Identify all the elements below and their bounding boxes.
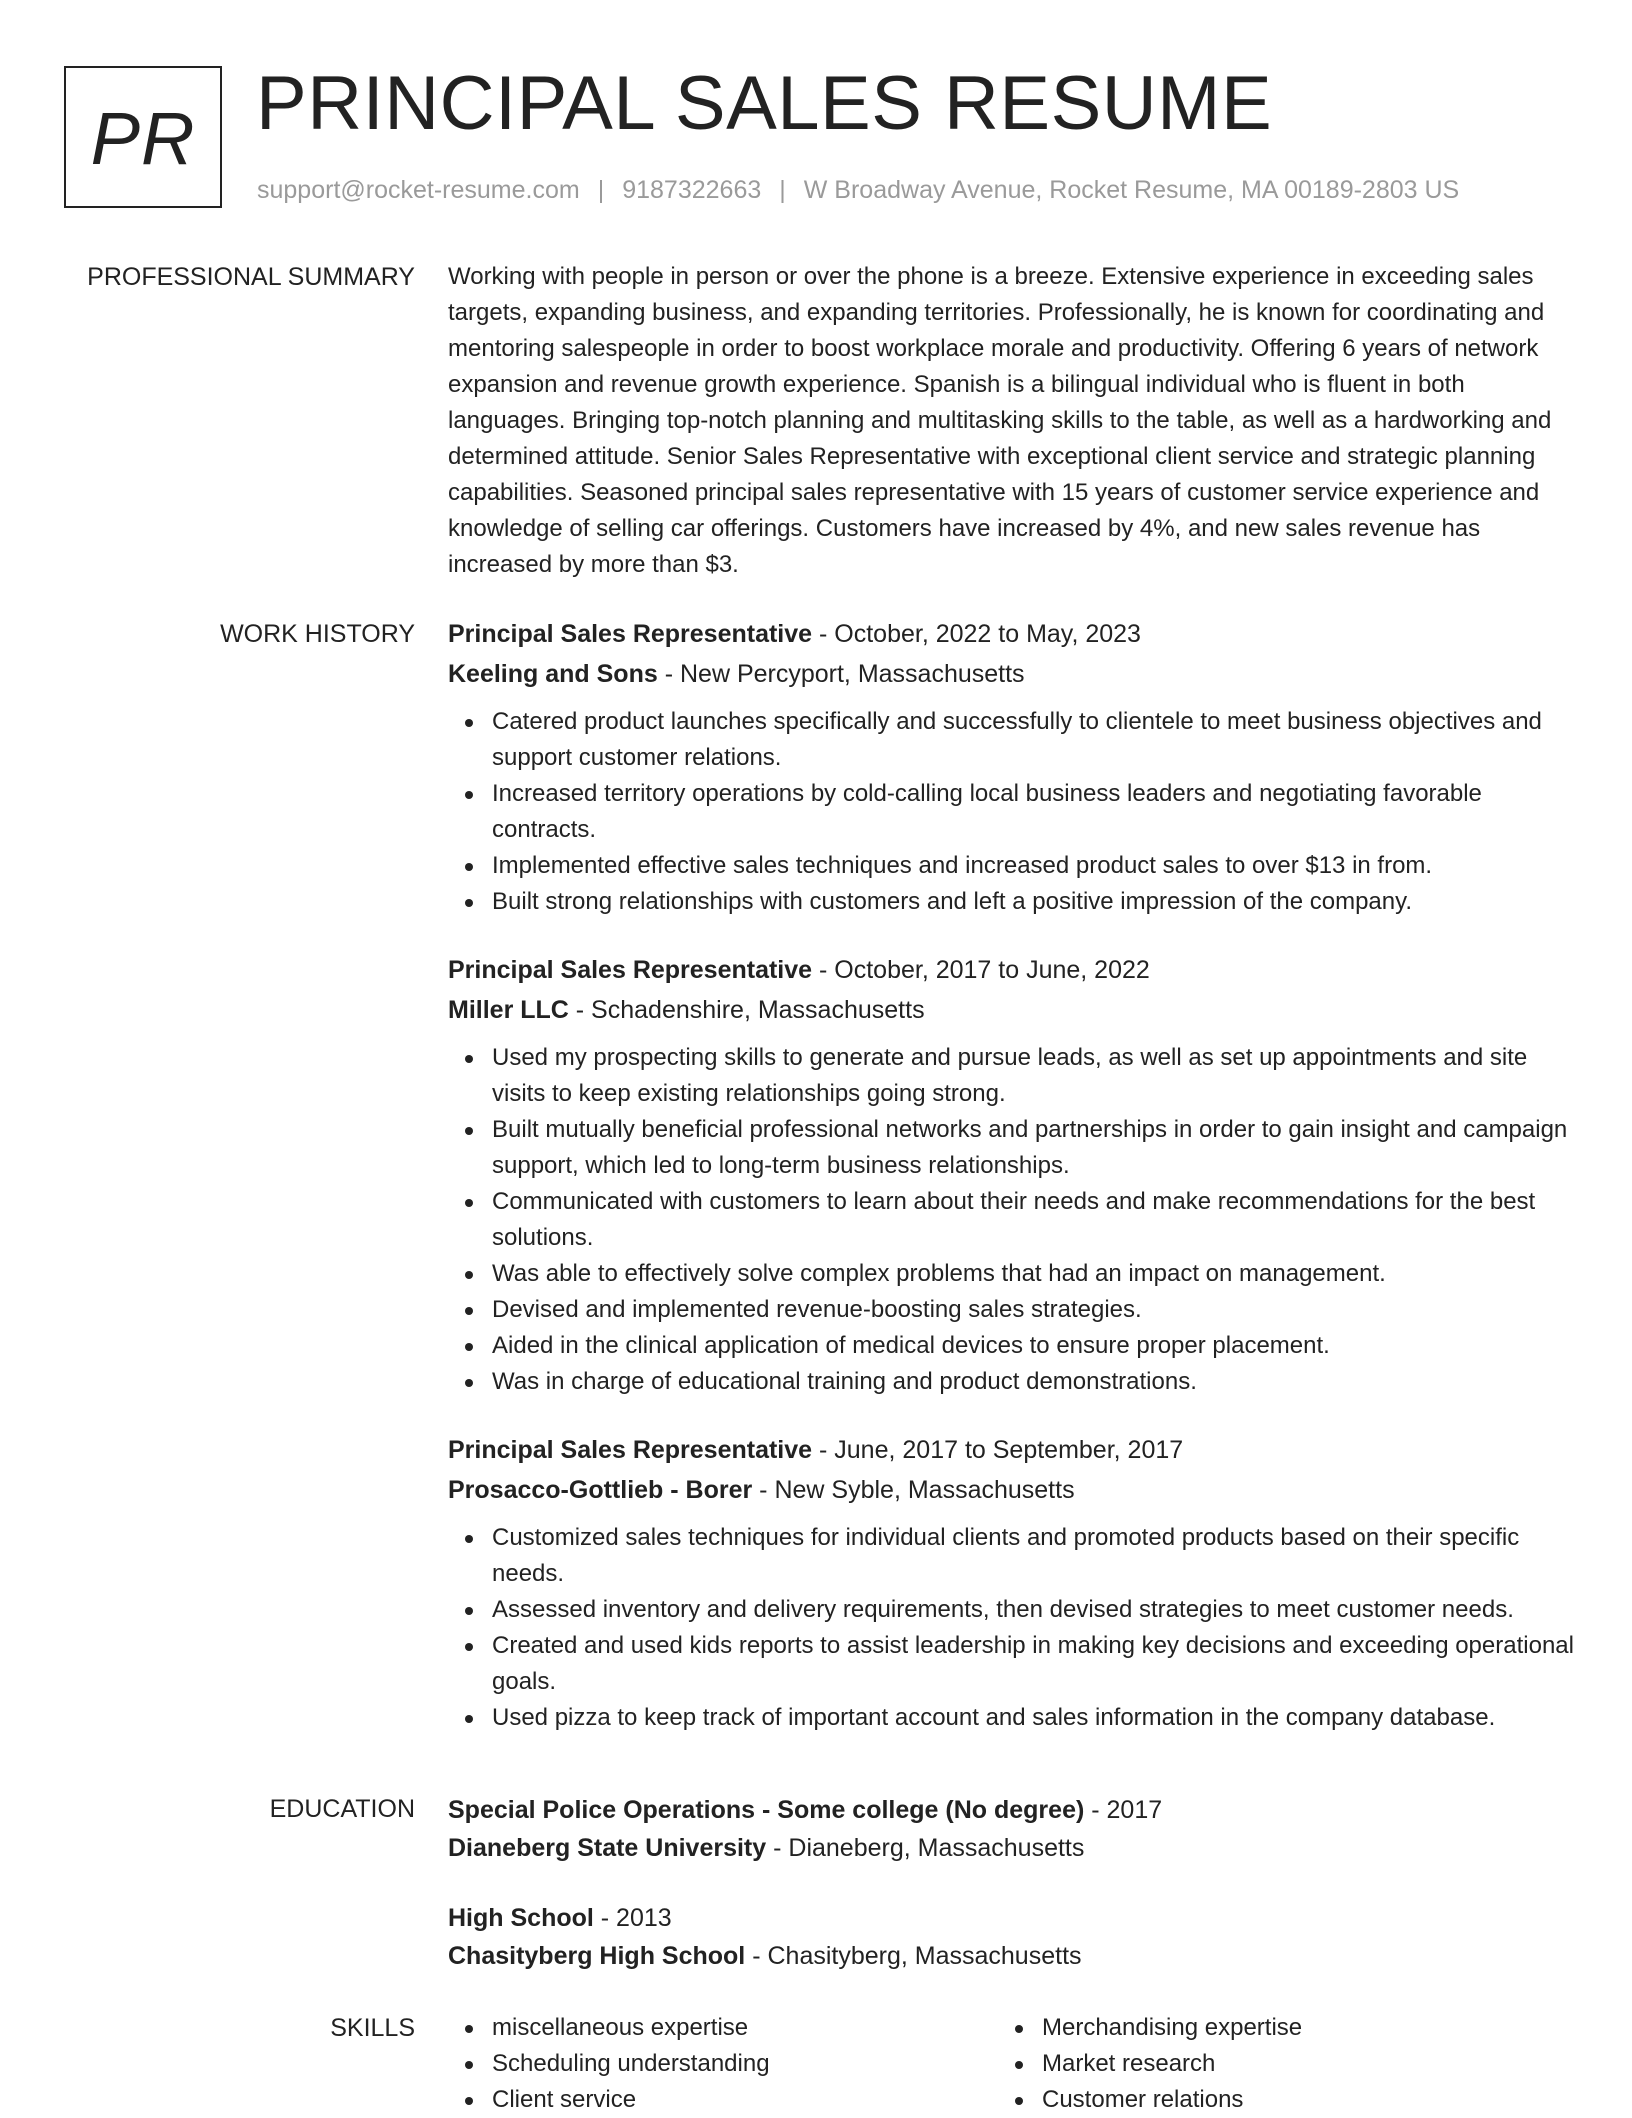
job-company-line xyxy=(448,654,1576,694)
section-label-education: EDUCATION xyxy=(269,1795,415,1823)
skills-column-left xyxy=(448,2010,998,2118)
section-label-skills: SKILLS xyxy=(330,2014,415,2042)
job-bullets xyxy=(448,1520,1576,1736)
education-school: Dianeberg State University xyxy=(448,1834,767,1862)
job-title: Principal Sales Representative xyxy=(448,956,813,984)
job-bullet: Implemented effective sales techniques and increased product sales to over $13 in from. xyxy=(448,848,1576,884)
education-body xyxy=(448,1791,1576,2007)
contact-email[interactable]: support@rocket-resume.com xyxy=(257,176,580,204)
work-history-body xyxy=(448,614,1576,1766)
summary-text: Working with people in person or over the phone is a breeze. Extensive experience in exceeding sales targets, expanding business, and expanding territories. Professionally, he is known for coordinating and mentoring salespeople in order to boost workplace morale and productivity. Offering 6 years of network expansion and revenue growth experience. Spanish is a bilingual individual who is fluent in both languages. Bringing top-notch planning and multitasking skills to the table, as well as a hardworking and determined attitude. Senior Sales Representative with exceptional client service and strategic planning capabilities. Seasoned principal sales representative with 15 years of customer service experience and knowledge of selling car offerings. Customers have increased by 4%, and new sales revenue has increased by more than $3. xyxy=(448,263,1552,578)
job-title: Principal Sales Representative xyxy=(448,1436,813,1464)
contact-separator: | xyxy=(597,176,605,204)
job-company: Prosacco-Gottlieb - Borer xyxy=(448,1476,753,1504)
contact-phone[interactable]: 9187322663 xyxy=(622,176,762,204)
education-degree: Special Police Operations - Some college (No degree) xyxy=(448,1796,1085,1824)
job-bullet: Was in charge of educational training and product demonstrations. xyxy=(448,1364,1576,1400)
job-dates: - October, 2017 to June, 2022 xyxy=(812,956,1150,984)
job-company: Keeling and Sons xyxy=(448,660,658,688)
education-location: - Dianeberg, Massachusetts xyxy=(766,1834,1085,1862)
job-entry xyxy=(448,950,1576,1400)
job-bullets xyxy=(448,1040,1576,1400)
job-bullet: Assessed inventory and delivery requirements, then devised strategies to meet customer needs. xyxy=(448,1592,1576,1628)
resume-title: PRINCIPAL SALES RESUME xyxy=(256,61,1273,146)
job-bullet: Devised and implemented revenue-boosting sales strategies. xyxy=(448,1292,1576,1328)
skill-item: Scheduling understanding xyxy=(448,2046,998,2082)
summary-body xyxy=(448,259,1576,583)
skill-item: Customer relations xyxy=(998,2082,1548,2118)
job-title-line xyxy=(448,1430,1576,1470)
skills-column-right xyxy=(998,2010,1548,2118)
job-bullet: Built mutually beneficial professional networks and partnerships in order to gain insight and campaign support, which led to long-term business relationships. xyxy=(448,1112,1576,1184)
monogram-text: PR xyxy=(90,96,196,180)
job-location: - Schadenshire, Massachusetts xyxy=(568,996,925,1024)
education-entry xyxy=(448,1791,1576,1867)
job-bullet: Built strong relationships with customers and left a positive impression of the company. xyxy=(448,884,1576,920)
job-bullet: Catered product launches specifically and successfully to clientele to meet business objectives and support customer relations. xyxy=(448,704,1576,776)
monogram-badge xyxy=(64,66,222,208)
job-company: Miller LLC xyxy=(448,996,569,1024)
education-degree-line xyxy=(448,1791,1576,1829)
job-dates: - June, 2017 to September, 2017 xyxy=(812,1436,1184,1464)
skill-item: Client service xyxy=(448,2082,998,2118)
job-title-line xyxy=(448,950,1576,990)
education-year: - 2013 xyxy=(593,1904,672,1932)
education-entry xyxy=(448,1899,1576,1975)
education-school-line xyxy=(448,1937,1576,1975)
job-bullet: Created and used kids reports to assist leadership in making key decisions and exceeding operational goals. xyxy=(448,1628,1576,1700)
education-degree-line xyxy=(448,1899,1576,1937)
job-dates: - October, 2022 to May, 2023 xyxy=(812,620,1141,648)
skill-item: Merchandising expertise xyxy=(998,2010,1548,2046)
job-location: - New Percyport, Massachusetts xyxy=(657,660,1025,688)
skill-item: Market research xyxy=(998,2046,1548,2082)
contact-separator: | xyxy=(779,176,786,204)
job-title: Principal Sales Representative xyxy=(448,620,813,648)
skill-item: miscellaneous expertise xyxy=(448,2010,998,2046)
education-school-line xyxy=(448,1829,1576,1867)
job-bullet: Used my prospecting skills to generate and pursue leads, as well as set up appointments and site visits to keep existing relationships going strong. xyxy=(448,1040,1576,1112)
contact-line xyxy=(257,176,1459,205)
skills-grid xyxy=(448,2010,1576,2118)
job-company-line xyxy=(448,990,1576,1030)
education-degree: High School xyxy=(448,1904,594,1932)
education-location: - Chasityberg, Massachusetts xyxy=(745,1942,1082,1970)
job-bullet: Aided in the clinical application of medical devices to ensure proper placement. xyxy=(448,1328,1576,1364)
job-bullet: Increased territory operations by cold-calling local business leaders and negotiating favorable contracts. xyxy=(448,776,1576,848)
section-label-work-history: WORK HISTORY xyxy=(220,620,415,648)
contact-address: W Broadway Avenue, Rocket Resume, MA 00189-2803 US xyxy=(803,176,1460,204)
job-bullet: Used pizza to keep track of important account and sales information in the company database. xyxy=(448,1700,1576,1736)
job-bullet: Was able to effectively solve complex problems that had an impact on management. xyxy=(448,1256,1576,1292)
job-bullet: Communicated with customers to learn about their needs and make recommendations for the best solutions. xyxy=(448,1184,1576,1256)
section-label-summary: PROFESSIONAL SUMMARY xyxy=(87,263,415,291)
job-bullet: Customized sales techniques for individual clients and promoted products based on their specific needs. xyxy=(448,1520,1576,1592)
job-entry xyxy=(448,614,1576,920)
job-title-line xyxy=(448,614,1576,654)
job-company-line xyxy=(448,1470,1576,1510)
job-bullets xyxy=(448,704,1576,920)
skills-body xyxy=(448,2010,1576,2118)
job-location: - New Syble, Massachusetts xyxy=(752,1476,1075,1504)
education-school: Chasityberg High School xyxy=(448,1942,746,1970)
job-entry xyxy=(448,1430,1576,1736)
education-year: - 2017 xyxy=(1084,1796,1163,1824)
